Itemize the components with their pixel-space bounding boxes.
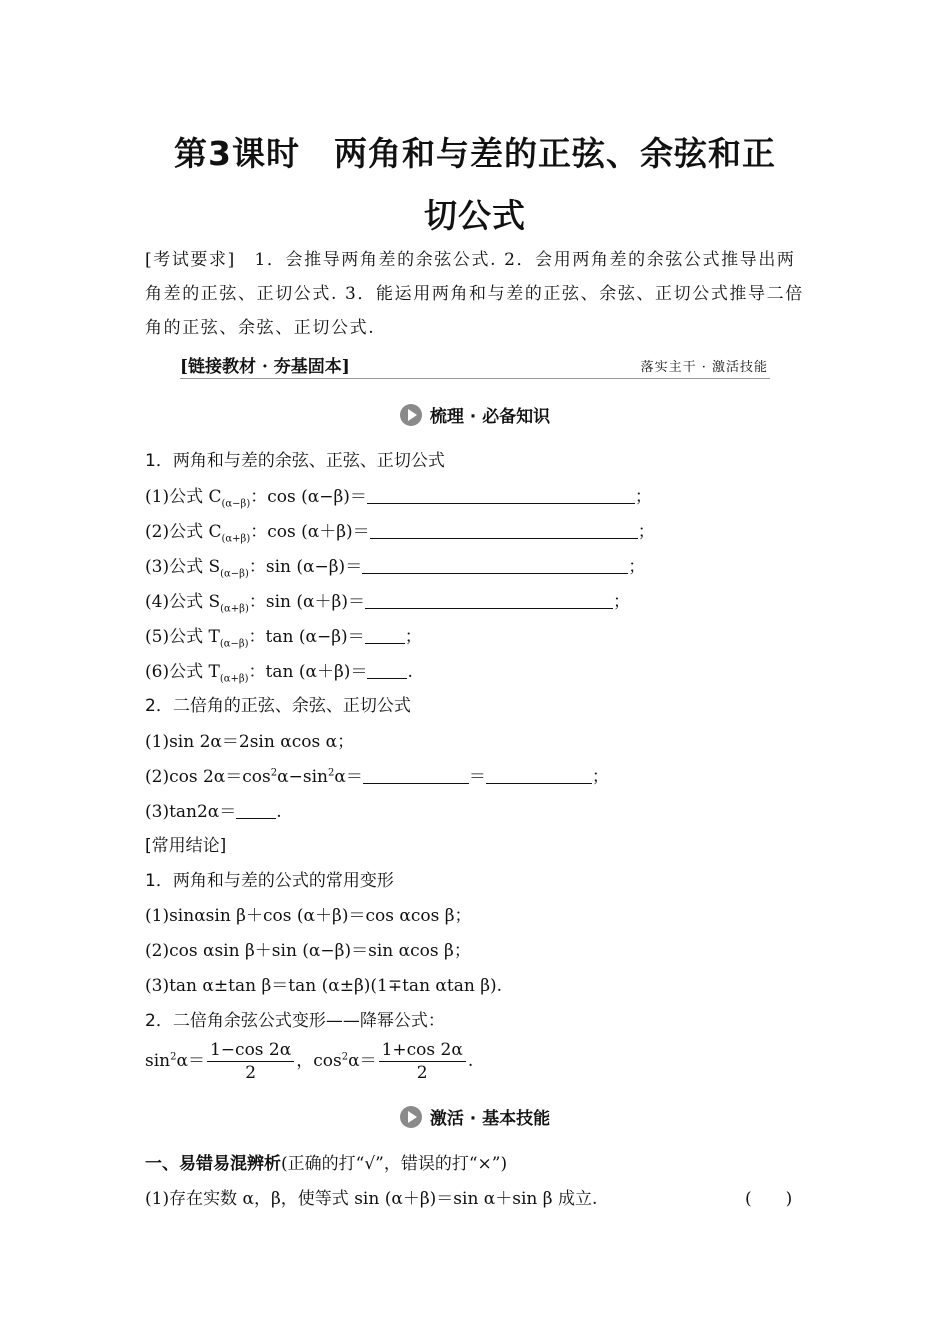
section-heading-knowledge xyxy=(0,402,950,430)
exercise-question-1: (1)存在实数 α，β，使等式 sin (α＋β)＝sin α＋sin β 成立. xyxy=(145,1189,598,1209)
answer-blank[interactable] xyxy=(367,487,635,504)
double-angle-cos: (2)cos $2\alpha=\cos^2\alpha-\sin^2\alpha=$ ＝ ； xyxy=(145,767,609,787)
exercise-part1-title: 一、易错易混辨析(正确的打“√”，错误的打“×”) xyxy=(145,1154,508,1174)
banner-subtitle: 落实主干 · 激活技能 xyxy=(640,360,768,375)
banner-title: [链接教材 · 夯基固本] xyxy=(180,357,350,377)
double-angle-tan: (3)tan2α＝ . xyxy=(145,802,282,822)
answer-blank[interactable] xyxy=(370,522,638,539)
section1-heading-text: 梳理 · 必备知识 xyxy=(429,407,551,427)
conclusion1-item: (3)tan α±tan β＝tan (α±β)(1∓tan αtan β). xyxy=(145,976,503,996)
answer-blank[interactable] xyxy=(365,592,613,609)
play-circle-icon xyxy=(400,404,422,426)
item1-title: 1．两角和与差的余弦、正弦、正切公式 xyxy=(145,451,445,471)
conclusion1-item: (1)sinαsin β＋cos (α＋β)＝cos αcos β； xyxy=(145,906,472,926)
answer-blank[interactable] xyxy=(367,662,407,679)
fraction: $\frac{1-\cos 2\alpha}{2}$ xyxy=(207,1040,294,1083)
answer-blank[interactable] xyxy=(486,767,592,784)
answer-parentheses[interactable]: ( ) xyxy=(745,1189,793,1209)
conclusion1-title: 1．两角和与差的公式的常用变形 xyxy=(145,871,394,891)
answer-blank[interactable] xyxy=(363,767,469,784)
requirements-text: 1．会推导两角差的余弦公式. 2．会用两角差的余弦公式推导出两角差的正弦、正切公式. 3．能运用两角和与差的正弦、余弦、正切公式推导二倍角的正弦、余弦、正切公式. xyxy=(145,250,804,338)
formula-row: (2)公式 $C_{(\alpha+\beta)}$：cos (α＋β)＝ ； xyxy=(145,522,655,545)
conclusion1-item: (2)cos αsin β＋sin (α−β)＝sin αcos β； xyxy=(145,941,471,961)
section-banner xyxy=(180,352,770,379)
lesson-title-line2: 切公式 xyxy=(424,196,526,235)
formula-row: (5)公式 $T_{(\alpha-\beta)}$：tan (α−β)＝ ； xyxy=(145,627,422,650)
conclusion-label: [常用结论] xyxy=(145,836,227,856)
formula-row: (4)公式 $S_{(\alpha+\beta)}$：sin (α＋β)＝ ； xyxy=(145,592,630,615)
power-reduction-formula: $\sin^2\alpha=$ $\frac{1-\cos 2\alpha}{2}$ ，$\cos^2\alpha=$ $\frac{1+\cos 2\alpha}{2}$ . xyxy=(145,1040,474,1083)
lesson-title-line1: 第3课时 两角和与差的正弦、余弦和正 xyxy=(174,134,776,173)
play-circle-icon xyxy=(400,1106,422,1128)
exam-requirements xyxy=(145,243,810,345)
conclusion2-title: 2．二倍角余弦公式变形——降幂公式： xyxy=(145,1011,445,1031)
fraction: $\frac{1+\cos 2\alpha}{2}$ xyxy=(379,1040,466,1083)
section-heading-skills xyxy=(0,1104,950,1132)
requirements-label: [考试要求] xyxy=(145,250,236,270)
formula-row: (6)公式 $T_{(\alpha+\beta)}$：tan (α＋β)＝ . xyxy=(145,662,413,685)
answer-blank[interactable] xyxy=(362,557,628,574)
formula-row: (1)公式 $C_{(\alpha-\beta)}$：cos (α−β)＝ ； xyxy=(145,487,652,510)
formula-row: (3)公式 $S_{(\alpha-\beta)}$：sin (α−β)＝ ； xyxy=(145,557,646,580)
section2-heading-text: 激活 · 基本技能 xyxy=(429,1109,551,1129)
answer-blank[interactable] xyxy=(236,802,276,819)
answer-blank[interactable] xyxy=(365,627,405,644)
double-angle-sin: (1)sin 2α＝2sin αcos α； xyxy=(145,732,355,752)
item2-title: 2．二倍角的正弦、余弦、正切公式 xyxy=(145,696,411,716)
